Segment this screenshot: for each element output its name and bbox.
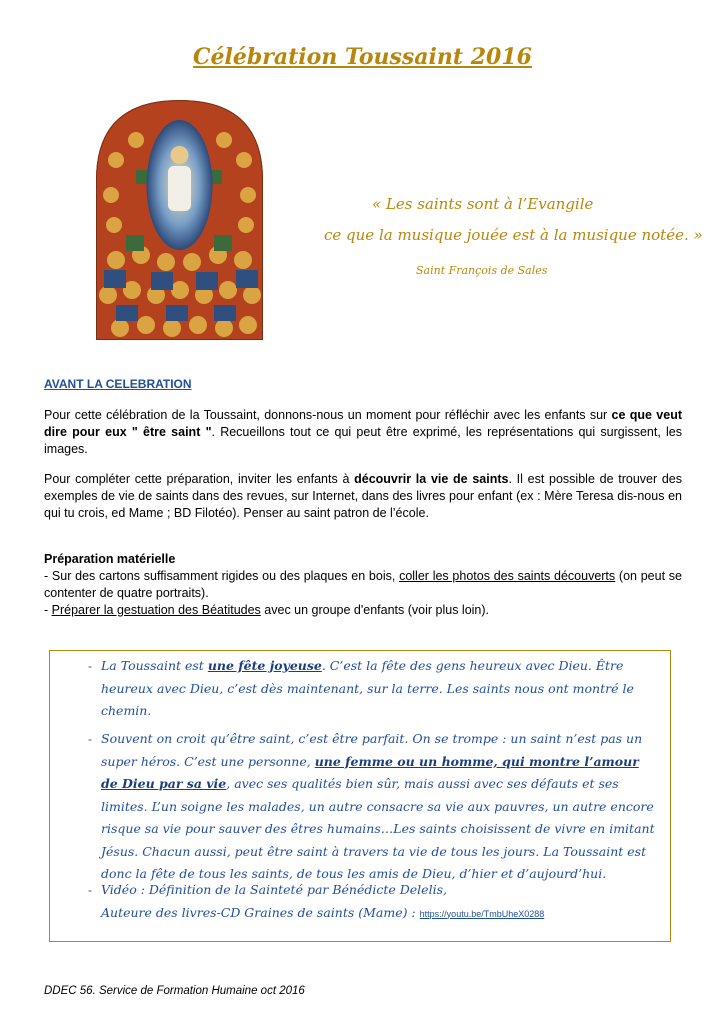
b1-highlight: une fête joyeuse bbox=[207, 658, 322, 673]
paragraph-discover bbox=[44, 471, 682, 522]
materials-line1-c: (on peut se contenter de quatre portraits). bbox=[44, 569, 682, 600]
p2-text-c: . Il est possible de trouver des exemples de vie de saints dans des revues, sur Internet, dans des livres pour enfant (ex : Mère Teresa dis-nous en qui tu crois, ed Mame ; BD Filotéo). Penser au saint patron de l’école. bbox=[44, 472, 683, 520]
saints-info-box bbox=[49, 650, 671, 942]
box-item-perfect bbox=[101, 728, 657, 886]
footer: DDEC 56. Service de Formation Humaine oct 2016 bbox=[44, 985, 305, 997]
paragraph-materials bbox=[44, 551, 682, 619]
materials-line2-c: avec un groupe d'enfants (voir plus loin). bbox=[260, 603, 490, 617]
all-saints-icon bbox=[96, 100, 263, 340]
box-item-joyful bbox=[101, 655, 657, 723]
quote-line-2: ce que la musique jouée est à la musique notée. » bbox=[324, 226, 703, 244]
p2-text-a: Pour compléter cette préparation, inviter les enfants à bbox=[44, 472, 355, 486]
materials-heading: Préparation matérielle bbox=[44, 552, 176, 566]
p1-text-a: Pour cette célébration de la Toussaint, donnons-nous un moment pour réfléchir avec les enfants sur bbox=[44, 408, 612, 422]
page-title: Célébration Toussaint 2016 bbox=[193, 44, 532, 70]
bullet-2: - bbox=[88, 732, 92, 746]
video-link[interactable]: https://youtu.be/TmbUheX0288 bbox=[419, 908, 545, 919]
bullet-1: - bbox=[88, 659, 92, 673]
b2-text-a: Souvent on croit qu’être saint, c’est être parfait. On se trompe : un saint n’est pas un super héros. C’est une personne, bbox=[101, 731, 643, 769]
b3-text-a: Vidéo : Définition de la Sainteté par Bénédicte Delelis, bbox=[101, 882, 447, 897]
b3-text-b: Auteure des livres-CD Graines de saints (Mame) : bbox=[101, 904, 420, 920]
box-item-video bbox=[101, 879, 657, 925]
p1-bold: ce que veut dire pour eux " être saint " bbox=[44, 408, 682, 439]
p2-bold: découvrir la vie de saints bbox=[354, 472, 509, 486]
materials-line2-underlined: Préparer la gestuation des Béatitudes bbox=[51, 603, 261, 617]
quote-line-1: « Les saints sont à l’Evangile bbox=[372, 195, 594, 213]
b2-text-c: , avec ses qualités bien sûr, mais aussi avec ses défauts et ses limites. L’un soigne les malades, un autre consacre sa vie aux pauvres, un autre encore risque sa vie pour sauver des êtres humains…Les saints choisissent de vivre en imitant Jésus. Chacun aussi, peut être saint à travers ta vie de tous les jours. La Toussaint est donc la fête de tous les saints, de tous les amis de Dieu, d’hier et d’aujourd’hui. bbox=[101, 776, 655, 881]
quote-author: Saint François de Sales bbox=[416, 264, 548, 277]
b2-highlight: une femme ou un homme, qui montre l’amour de Dieu par sa vie bbox=[101, 753, 639, 791]
materials-line1-underlined: coller les photos des saints découverts bbox=[399, 569, 616, 583]
p1-text-c: . Recueillons tout ce qui peut être exprimé, les représentations qui surgissent, les images. bbox=[44, 425, 683, 456]
bullet-3: - bbox=[88, 883, 92, 897]
paragraph-reflection bbox=[44, 407, 682, 458]
section-title: AVANT LA CELEBRATION bbox=[44, 377, 192, 391]
materials-line2-a: - bbox=[44, 603, 52, 617]
b1-text-c: . C’est la fête des gens heureux avec Dieu. Être heureux avec Dieu, c’est dès maintenant, sur la terre. Les saints nous ont montré le chemin. bbox=[101, 658, 634, 718]
b1-text-a: La Toussaint est bbox=[101, 658, 208, 673]
materials-line1-a: - Sur des cartons suffisamment rigides ou des plaques en bois, bbox=[44, 569, 400, 583]
